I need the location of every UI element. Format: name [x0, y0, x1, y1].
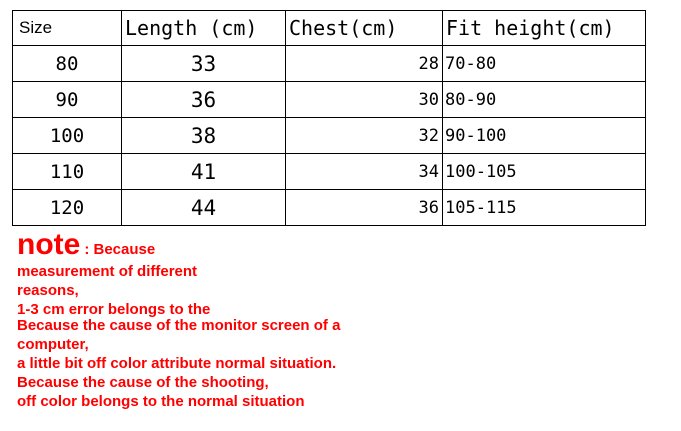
cell-size: 120	[13, 190, 122, 226]
table-row	[13, 46, 646, 82]
cell-fit-height: 100-105	[443, 154, 646, 190]
note-line: Because the cause of the monitor screen of a	[17, 317, 341, 334]
cell-fit-height: 70-80	[443, 46, 646, 82]
table-header-row	[13, 11, 646, 46]
cell-length: 41	[122, 154, 286, 190]
note-line: Because the cause of the shooting,	[17, 374, 269, 391]
note-line: off color belongs to the normal situation	[17, 393, 305, 410]
note-first-line: : Because	[84, 241, 156, 258]
cell-length: 36	[122, 82, 286, 118]
cell-fit-height: 90-100	[443, 118, 646, 154]
cell-size: 100	[13, 118, 122, 154]
cell-size: 80	[13, 46, 122, 82]
cell-length: 33	[122, 46, 286, 82]
note-line: computer,	[17, 336, 89, 353]
table-row	[13, 82, 646, 118]
header-size: Size	[13, 11, 122, 46]
cell-size: 90	[13, 82, 122, 118]
table-row	[13, 118, 646, 154]
cell-length: 44	[122, 190, 286, 226]
table-row	[13, 154, 646, 190]
header-chest: Chest(cm)	[286, 11, 443, 46]
measurement-note	[17, 228, 377, 411]
size-chart-table	[12, 10, 646, 226]
note-title: note	[17, 228, 81, 261]
cell-size: 110	[13, 154, 122, 190]
cell-chest: 28	[286, 46, 443, 82]
note-line: a little bit off color attribute normal situation.	[17, 355, 337, 372]
note-line: 1-3 cm error belongs to the	[17, 301, 211, 318]
cell-chest: 34	[286, 154, 443, 190]
cell-chest: 36	[286, 190, 443, 226]
cell-fit-height: 105-115	[443, 190, 646, 226]
note-line: reasons,	[17, 282, 79, 299]
cell-length: 38	[122, 118, 286, 154]
cell-chest: 32	[286, 118, 443, 154]
cell-chest: 30	[286, 82, 443, 118]
cell-fit-height: 80-90	[443, 82, 646, 118]
note-line: measurement of different	[17, 263, 198, 280]
table-row	[13, 190, 646, 226]
header-length: Length (cm)	[122, 11, 286, 46]
header-fit-height: Fit height(cm)	[443, 11, 646, 46]
note-title-line	[17, 228, 377, 262]
